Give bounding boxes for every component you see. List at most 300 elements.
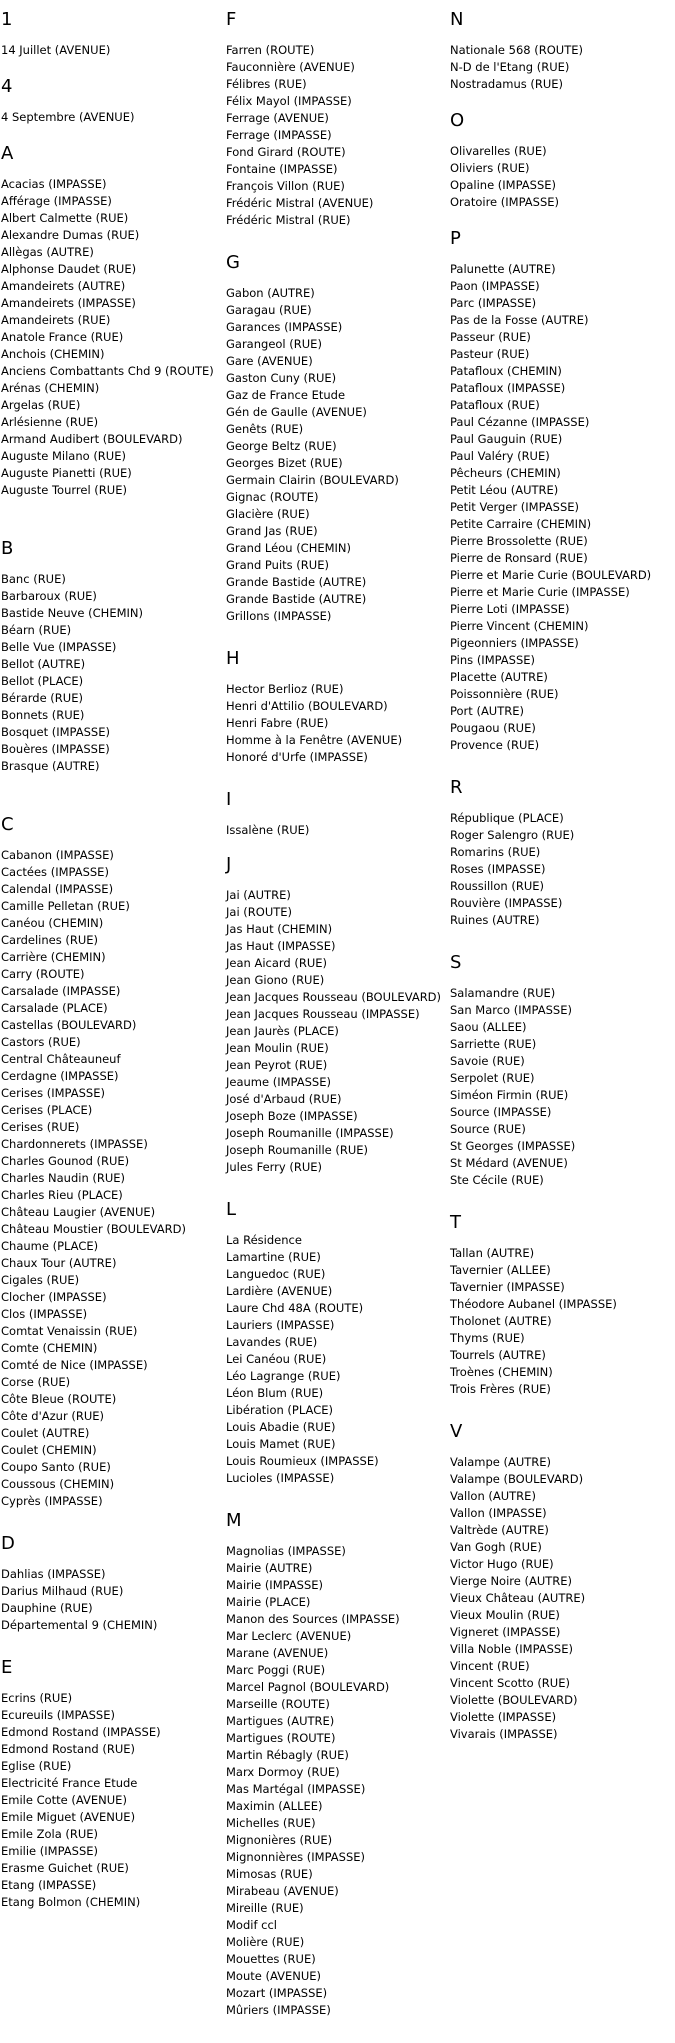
street-entry[interactable]: Germain Clairin (BOULEVARD) [226,473,399,487]
street-entry[interactable]: Coulet (CHEMIN) [1,1443,97,1457]
street-entry[interactable]: Jean Jaurès (PLACE) [226,1024,339,1038]
street-entry[interactable]: Cerises (RUE) [1,1120,80,1134]
street-entry[interactable]: Manon des Sources (IMPASSE) [226,1612,400,1626]
street-entry[interactable]: Pins (IMPASSE) [450,653,536,667]
section-M [225,1511,445,2019]
street-entry[interactable]: Arlésienne (RUE) [1,415,99,429]
street-entry[interactable]: Alexandre Dumas (RUE) [1,228,140,242]
street-entry[interactable]: Gabon (AUTRE) [226,286,315,300]
street-entry[interactable]: Emilie (IMPASSE) [1,1844,99,1858]
section-O [449,111,669,211]
street-entry[interactable]: Van Gogh (RUE) [450,1540,542,1554]
street-entry[interactable]: Calendal (IMPASSE) [1,882,114,896]
section-heading: F [226,9,237,30]
street-entry[interactable]: Canéou (CHEMIN) [1,916,104,930]
street-entry[interactable]: Hector Berlioz (RUE) [226,682,344,696]
street-entry[interactable]: Côte Bleue (ROUTE) [1,1392,117,1406]
street-entry[interactable]: Carsalade (IMPASSE) [1,984,121,998]
street-entry[interactable]: Bonnets (RUE) [1,708,85,722]
street-entry[interactable]: Michelles (RUE) [226,1816,316,1830]
street-entry[interactable]: Ecrins (RUE) [1,1691,73,1705]
section-R [449,778,669,929]
section-L [225,1200,445,1487]
section-heading: O [450,110,465,131]
street-entry[interactable]: Pierre et Marie Curie (IMPASSE) [450,585,630,599]
street-entry[interactable]: Barbaroux (RUE) [1,589,97,603]
street-entry[interactable]: Edmond Rostand (IMPASSE) [1,1725,161,1739]
street-entry[interactable]: Passeur (RUE) [450,330,531,344]
street-entry[interactable]: Paul Valéry (RUE) [450,449,550,463]
street-entry[interactable]: Modif ccl [226,1918,277,1932]
street-entry[interactable]: Ferrage (IMPASSE) [226,128,332,142]
street-entry[interactable]: François Villon (RUE) [226,179,345,193]
street-entry[interactable]: Molière (RUE) [226,1935,305,1949]
street-entry[interactable]: Louis Roumieux (IMPASSE) [226,1454,379,1468]
street-entry[interactable]: Eglise (RUE) [1,1759,72,1773]
street-entry[interactable]: Mar Leclerc (AVENUE) [226,1629,352,1643]
street-entry[interactable]: N-D de l'Etang (RUE) [450,60,570,74]
street-entry[interactable]: Jean Aicard (RUE) [226,956,328,970]
street-entry[interactable]: Troènes (CHEMIN) [450,1365,553,1379]
section-heading: J [226,854,232,875]
street-entry[interactable]: Roger Salengro (RUE) [450,828,575,842]
street-entry[interactable]: Joseph Boze (IMPASSE) [226,1109,358,1123]
street-entry[interactable]: 4 Septembre (AVENUE) [1,110,135,124]
street-entry[interactable]: Anchois (CHEMIN) [1,347,105,361]
street-entry[interactable]: Mimosas (RUE) [226,1867,313,1881]
street-entry[interactable]: José d'Arbaud (RUE) [226,1092,342,1106]
street-entry[interactable]: Vierge Noire (AUTRE) [450,1574,573,1588]
street-entry[interactable]: Ruines (AUTRE) [450,913,540,927]
street-entry[interactable]: Marcel Pagnol (BOULEVARD) [226,1680,390,1694]
street-entry[interactable]: Garangeol (RUE) [226,337,322,351]
street-entry[interactable]: Emile Miguet (AVENUE) [1,1810,136,1824]
street-entry[interactable]: Bellot (PLACE) [1,674,84,688]
street-entry[interactable]: Jean Moulin (RUE) [226,1041,329,1055]
section-heading: N [450,9,464,30]
street-entry[interactable]: Jean Jacques Rousseau (IMPASSE) [226,1007,420,1021]
street-entry[interactable]: Fond Girard (ROUTE) [226,145,346,159]
street-entry[interactable]: Pierre et Marie Curie (BOULEVARD) [450,568,652,582]
street-entry[interactable]: Erasme Guichet (RUE) [1,1861,129,1875]
street-entry[interactable]: Georges Bizet (RUE) [226,456,343,470]
street-entry[interactable]: Palunette (AUTRE) [450,262,556,276]
street-entry[interactable]: Grillons (IMPASSE) [226,609,332,623]
street-entry[interactable]: Saou (ALLEE) [450,1020,527,1034]
street-entry[interactable]: Cardelines (RUE) [1,933,99,947]
street-entry[interactable]: Pougaou (RUE) [450,721,536,735]
street-entry[interactable]: Dahlias (IMPASSE) [1,1567,106,1581]
street-entry[interactable]: Léo Lagrange (RUE) [226,1369,341,1383]
street-entry[interactable]: Provence (RUE) [450,738,540,752]
street-entry[interactable]: Bastide Neuve (CHEMIN) [1,606,143,620]
street-entry[interactable]: Gaz de France Etude [226,388,346,402]
street-entry[interactable]: Vieux Moulin (RUE) [450,1608,560,1622]
street-entry[interactable]: Etang (IMPASSE) [1,1878,97,1892]
street-entry[interactable]: Coulet (AUTRE) [1,1426,90,1440]
street-entry[interactable]: Gignac (ROUTE) [226,490,319,504]
street-entry[interactable]: Bérarde (RUE) [1,691,83,705]
street-entry[interactable]: Trois Frères (RUE) [450,1382,551,1396]
street-entry[interactable]: Marseille (ROUTE) [226,1697,330,1711]
street-entry[interactable]: Mouettes (RUE) [226,1952,316,1966]
street-entry[interactable]: Genêts (RUE) [226,422,304,436]
street-entry[interactable]: Bosquet (IMPASSE) [1,725,110,739]
section-P [449,229,669,754]
street-entry[interactable]: Jas Haut (CHEMIN) [226,922,333,936]
street-entry[interactable]: Félibres (RUE) [226,77,307,91]
street-entry[interactable]: Mairie (IMPASSE) [226,1578,324,1592]
street-entry[interactable]: Auguste Pianetti (RUE) [1,466,132,480]
street-entry[interactable]: Lauriers (IMPASSE) [226,1318,335,1332]
street-entry[interactable]: Comté de Nice (IMPASSE) [1,1358,148,1372]
street-entry[interactable]: Valampe (AUTRE) [450,1455,552,1469]
street-entry[interactable]: Vallon (IMPASSE) [450,1506,547,1520]
section-4 [0,77,220,126]
street-entry[interactable]: Maximin (ALLEE) [226,1799,323,1813]
street-entry[interactable]: Fontaine (IMPASSE) [226,162,338,176]
street-entry[interactable]: Vincent (RUE) [450,1659,530,1673]
street-entry[interactable]: Joseph Roumanille (IMPASSE) [226,1126,394,1140]
street-entry[interactable]: Jai (AUTRE) [226,888,291,902]
street-entry[interactable]: Alphonse Daudet (RUE) [1,262,137,276]
street-entry[interactable]: Amandeirets (IMPASSE) [1,296,136,310]
section-H [225,649,445,766]
street-entry[interactable]: Allègas (AUTRE) [1,245,94,259]
street-entry[interactable]: Libération (PLACE) [226,1403,333,1417]
street-entry[interactable]: Lardière (AVENUE) [226,1284,333,1298]
street-entry[interactable]: Tourrels (AUTRE) [450,1348,546,1362]
street-entry[interactable]: Vieux Château (AUTRE) [450,1591,586,1605]
street-entry[interactable]: Jules Ferry (RUE) [226,1160,323,1174]
street-entry[interactable]: Petit Verger (IMPASSE) [450,500,580,514]
section-D [0,1534,220,1634]
street-entry[interactable]: Félix Mayol (IMPASSE) [226,94,352,108]
street-entry[interactable]: Carsalade (PLACE) [1,1001,108,1015]
street-entry[interactable]: Oliviers (RUE) [450,161,530,175]
street-entry[interactable]: Charles Gounod (RUE) [1,1154,130,1168]
column-2 [225,0,445,2019]
column-1 [0,0,220,1911]
street-entry[interactable]: Léon Blum (RUE) [226,1386,324,1400]
street-entry[interactable]: Parc (IMPASSE) [450,296,537,310]
street-entry[interactable]: Comte (CHEMIN) [1,1341,98,1355]
street-entry[interactable]: Louis Abadie (RUE) [226,1420,336,1434]
street-entry[interactable]: Issalène (RUE) [226,823,310,837]
street-entry[interactable]: Mairie (PLACE) [226,1595,311,1609]
street-entry[interactable]: Cerdagne (IMPASSE) [1,1069,119,1083]
section-A [0,144,220,499]
street-entry[interactable]: Port (AUTRE) [450,704,524,718]
street-entry[interactable]: Charles Naudin (RUE) [1,1171,126,1185]
street-entry[interactable]: Garances (IMPASSE) [226,320,343,334]
street-entry[interactable]: Siméon Firmin (RUE) [450,1088,569,1102]
street-entry[interactable]: Romarins (RUE) [450,845,541,859]
street-entry[interactable]: Edmond Rostand (RUE) [1,1742,135,1756]
street-entry[interactable]: Jean Giono (RUE) [226,973,325,987]
street-entry[interactable]: San Marco (IMPASSE) [450,1003,572,1017]
street-entry[interactable]: Marane (AVENUE) [226,1646,329,1660]
street-entry[interactable]: Victor Hugo (RUE) [450,1557,554,1571]
street-entry[interactable]: Armand Audibert (BOULEVARD) [1,432,183,446]
section-heading: A [1,143,14,164]
street-entry[interactable]: Opaline (IMPASSE) [450,178,557,192]
street-entry[interactable]: Chaux Tour (AUTRE) [1,1256,117,1270]
street-entry[interactable]: Pasteur (RUE) [450,347,530,361]
street-entry[interactable]: Grande Bastide (AUTRE) [226,575,367,589]
street-entry[interactable]: Cerises (PLACE) [1,1103,93,1117]
street-entry[interactable]: Moute (AVENUE) [226,1969,322,1983]
street-entry[interactable]: Ferrage (AVENUE) [226,111,329,125]
street-entry[interactable]: Martigues (ROUTE) [226,1731,336,1745]
street-entry[interactable]: Bouères (IMPASSE) [1,742,110,756]
street-entry[interactable]: Sarriette (RUE) [450,1037,537,1051]
section-heading: I [226,789,232,810]
street-entry[interactable]: Pêcheurs (CHEMIN) [450,466,561,480]
street-entry[interactable]: Anatole France (RUE) [1,330,124,344]
street-entry[interactable]: Etang Bolmon (CHEMIN) [1,1895,141,1909]
street-entry[interactable]: Mozart (IMPASSE) [226,1986,328,2000]
street-entry[interactable]: Tavernier (IMPASSE) [450,1280,565,1294]
street-entry[interactable]: Castors (RUE) [1,1035,81,1049]
section-heading: P [450,228,461,249]
street-entry[interactable]: Chaume (PLACE) [1,1239,99,1253]
street-entry[interactable]: Serpolet (RUE) [450,1071,535,1085]
street-entry[interactable]: Jean Peyrot (RUE) [226,1058,328,1072]
street-entry[interactable]: Albert Calmette (RUE) [1,211,129,225]
street-entry[interactable]: Clos (IMPASSE) [1,1307,88,1321]
street-entry[interactable]: Tavernier (ALLEE) [450,1263,551,1277]
street-entry[interactable]: Electricité France Etude [1,1776,138,1790]
street-entry[interactable]: Amandeirets (AUTRE) [1,279,126,293]
section-T [449,1213,669,1398]
street-entry[interactable]: Clocher (IMPASSE) [1,1290,107,1304]
street-entry[interactable]: Valampe (BOULEVARD) [450,1472,584,1486]
section-1 [0,10,220,59]
street-entry[interactable]: Chardonnerets (IMPASSE) [1,1137,148,1151]
street-entry[interactable]: Cyprès (IMPASSE) [1,1494,103,1508]
street-entry[interactable]: Vivarais (IMPASSE) [450,1727,558,1741]
street-entry[interactable]: Paon (IMPASSE) [450,279,540,293]
street-entry[interactable]: Ste Cécile (RUE) [450,1173,544,1187]
street-entry[interactable]: Dauphine (RUE) [1,1601,93,1615]
street-entry[interactable]: Lei Canéou (RUE) [226,1352,327,1366]
street-entry[interactable]: Grand Puits (RUE) [226,558,329,572]
section-J [225,855,445,1176]
street-entry[interactable]: Jean Jacques Rousseau (BOULEVARD) [226,990,442,1004]
street-entry[interactable]: Louis Mamet (RUE) [226,1437,336,1451]
street-entry[interactable]: Mûriers (IMPASSE) [226,2003,331,2017]
street-entry[interactable]: Jeaume (IMPASSE) [226,1075,331,1089]
street-entry[interactable]: Banc (RUE) [1,572,66,586]
street-entry[interactable]: Castellas (BOULEVARD) [1,1018,137,1032]
street-entry[interactable]: St Médard (AVENUE) [450,1156,568,1170]
street-entry[interactable]: Théodore Aubanel (IMPASSE) [450,1297,617,1311]
street-entry[interactable]: Poissonnière (RUE) [450,687,559,701]
street-entry[interactable]: Emile Zola (RUE) [1,1827,99,1841]
street-entry[interactable]: Oratoire (IMPASSE) [450,195,559,209]
street-entry[interactable]: Nationale 568 (ROUTE) [450,43,583,57]
street-entry[interactable]: Source (IMPASSE) [450,1105,552,1119]
street-entry[interactable]: Violette (BOULEVARD) [450,1693,578,1707]
street-entry[interactable]: Auguste Tourrel (RUE) [1,483,127,497]
street-entry[interactable]: Joseph Roumanille (RUE) [226,1143,369,1157]
section-heading: 1 [1,9,13,30]
street-entry[interactable]: Argelas (RUE) [1,398,81,412]
street-entry[interactable]: Amandeirets (RUE) [1,313,111,327]
street-entry[interactable]: Languedoc (RUE) [226,1267,326,1281]
street-entry[interactable]: Cactées (IMPASSE) [1,865,109,879]
street-entry[interactable]: Mireille (RUE) [226,1901,304,1915]
street-entry[interactable]: Magnolias (IMPASSE) [226,1544,346,1558]
street-entry[interactable]: Frédéric Mistral (AVENUE) [226,196,374,210]
street-entry[interactable]: Jai (ROUTE) [226,905,293,919]
street-entry[interactable]: Jas Haut (IMPASSE) [226,939,336,953]
street-entry[interactable]: Darius Milhaud (RUE) [1,1584,124,1598]
street-entry[interactable]: Henri Fabre (RUE) [226,716,329,730]
street-entry[interactable]: Brasque (AUTRE) [1,759,100,773]
street-entry[interactable]: Marx Dormoy (RUE) [226,1765,340,1779]
street-entry[interactable]: Paul Cézanne (IMPASSE) [450,415,590,429]
street-entry[interactable]: Mirabeau (AVENUE) [226,1884,339,1898]
street-entry[interactable]: 14 Juillet (AVENUE) [1,43,111,57]
street-entry[interactable]: Béarn (RUE) [1,623,72,637]
street-entry[interactable]: Vallon (AUTRE) [450,1489,536,1503]
street-entry[interactable]: République (PLACE) [450,811,564,825]
street-entry[interactable]: Laure Chd 48A (ROUTE) [226,1301,364,1315]
street-entry[interactable]: Lucioles (IMPASSE) [226,1471,335,1485]
street-entry[interactable]: Pas de la Fosse (AUTRE) [450,313,589,327]
street-entry[interactable]: St Georges (IMPASSE) [450,1139,576,1153]
street-entry[interactable]: Petite Carraire (CHEMIN) [450,517,592,531]
street-entry[interactable]: Pierre Vincent (CHEMIN) [450,619,589,633]
street-entry[interactable]: Mignonières (RUE) [226,1833,333,1847]
street-entry[interactable]: Olivarelles (RUE) [450,144,547,158]
street-entry[interactable]: Gare (AVENUE) [226,354,313,368]
street-entry[interactable]: Martigues (AUTRE) [226,1714,335,1728]
section-I [225,790,445,839]
street-entry[interactable]: Violette (IMPASSE) [450,1710,557,1724]
section-heading: 4 [1,76,13,97]
street-entry[interactable]: Coupo Santo (RUE) [1,1460,111,1474]
street-entry[interactable]: Patafloux (IMPASSE) [450,381,566,395]
section-E [0,1658,220,1911]
street-entry[interactable]: Gaston Cuny (RUE) [226,371,337,385]
street-entry[interactable]: Grande Bastide (AUTRE) [226,592,367,606]
street-entry[interactable]: Afférage (IMPASSE) [1,194,112,208]
street-entry[interactable]: Salamandre (RUE) [450,986,556,1000]
street-entry[interactable]: Petit Léou (AUTRE) [450,483,559,497]
street-entry[interactable]: Placette (AUTRE) [450,670,548,684]
street-entry[interactable]: Honoré d'Urfe (IMPASSE) [226,750,368,764]
street-entry[interactable]: Belle Vue (IMPASSE) [1,640,117,654]
street-entry[interactable]: Homme à la Fenêtre (AVENUE) [226,733,403,747]
street-entry[interactable]: Pierre Brossolette (RUE) [450,534,588,548]
street-entry[interactable]: Corse (RUE) [1,1375,71,1389]
section-heading: L [226,1199,237,1220]
street-entry[interactable]: Roussillon (RUE) [450,879,544,893]
street-entry[interactable]: Patafloux (RUE) [450,398,540,412]
street-entry[interactable]: Thyms (RUE) [450,1331,525,1345]
street-entry[interactable]: Mignonnières (IMPASSE) [226,1850,366,1864]
street-entry[interactable]: Vigneret (IMPASSE) [450,1625,561,1639]
street-entry[interactable]: Patafloux (CHEMIN) [450,364,562,378]
street-entry[interactable]: Paul Gauguin (RUE) [450,432,563,446]
street-entry[interactable]: Tholonet (AUTRE) [450,1314,552,1328]
section-G [225,253,445,625]
street-entry[interactable]: Mairie (AUTRE) [226,1561,313,1575]
street-entry[interactable]: Mas Martégal (IMPASSE) [226,1782,366,1796]
street-entry[interactable]: Départemental 9 (CHEMIN) [1,1618,158,1632]
street-entry[interactable]: George Beltz (RUE) [226,439,337,453]
section-heading: M [226,1510,242,1531]
street-entry[interactable]: Garagau (RUE) [226,303,312,317]
street-entry[interactable]: Vincent Scotto (RUE) [450,1676,570,1690]
section-heading: B [1,538,14,559]
street-entry[interactable]: Bellot (AUTRE) [1,657,86,671]
street-entry[interactable]: Henri d'Attilio (BOULEVARD) [226,699,388,713]
street-entry[interactable]: Cabanon (IMPASSE) [1,848,114,862]
street-entry[interactable]: Tallan (AUTRE) [450,1246,535,1260]
street-entry[interactable]: Ecureuils (IMPASSE) [1,1708,115,1722]
street-entry[interactable]: Pigeonniers (IMPASSE) [450,636,579,650]
street-entry[interactable]: Château Moustier (BOULEVARD) [1,1222,186,1236]
street-entry[interactable]: Cerises (IMPASSE) [1,1086,105,1100]
street-entry[interactable]: Martin Rébagly (RUE) [226,1748,349,1762]
section-C [0,815,220,1510]
street-entry[interactable]: Villa Noble (IMPASSE) [450,1642,573,1656]
street-entry[interactable]: Cigales (RUE) [1,1273,80,1287]
street-entry[interactable]: Valtrède (AUTRE) [450,1523,549,1537]
street-entry[interactable]: Arénas (CHEMIN) [1,381,100,395]
street-entry[interactable]: Farren (ROUTE) [226,43,315,57]
street-entry[interactable]: Gén de Gaulle (AVENUE) [226,405,367,419]
street-entry[interactable]: Central Châteauneuf [1,1052,121,1066]
street-entry[interactable]: Roses (IMPASSE) [450,862,546,876]
street-entry[interactable]: Emile Cotte (AVENUE) [1,1793,127,1807]
street-entry[interactable]: Grand Jas (RUE) [226,524,318,538]
section-N [449,10,669,93]
street-entry[interactable]: Glacière (RUE) [226,507,310,521]
street-entry[interactable]: Savoie (RUE) [450,1054,525,1068]
street-entry[interactable]: Grand Léou (CHEMIN) [226,541,352,555]
street-entry[interactable]: Château Laugier (AVENUE) [1,1205,156,1219]
street-entry[interactable]: Marc Poggi (RUE) [226,1663,326,1677]
street-entry[interactable]: Rouvière (IMPASSE) [450,896,563,910]
street-entry[interactable]: Frédéric Mistral (RUE) [226,213,351,227]
street-entry[interactable]: Lamartine (RUE) [226,1250,321,1264]
street-entry[interactable]: Anciens Combattants Chd 9 (ROUTE) [1,364,214,378]
street-entry[interactable]: Coussous (CHEMIN) [1,1477,115,1491]
street-entry[interactable]: Camille Pelletan (RUE) [1,899,130,913]
section-heading: V [450,1421,463,1442]
street-entry[interactable]: Fauconnière (AVENUE) [226,60,355,74]
street-entry[interactable]: Comtat Venaissin (RUE) [1,1324,138,1338]
street-entry[interactable]: Carrière (CHEMIN) [1,950,106,964]
street-entry[interactable]: Charles Rieu (PLACE) [1,1188,123,1202]
street-entry[interactable]: Lavandes (RUE) [226,1335,318,1349]
street-entry[interactable]: Pierre de Ronsard (RUE) [450,551,588,565]
street-entry[interactable]: Source (RUE) [450,1122,526,1136]
street-entry[interactable]: Carry (ROUTE) [1,967,85,981]
street-entry[interactable]: Acacias (IMPASSE) [1,177,107,191]
street-entry[interactable]: Pierre Loti (IMPASSE) [450,602,570,616]
street-entry[interactable]: Côte d'Azur (RUE) [1,1409,104,1423]
street-entry[interactable]: La Résidence [226,1233,302,1247]
street-entry[interactable]: Nostradamus (RUE) [450,77,564,91]
street-entry[interactable]: Auguste Milano (RUE) [1,449,126,463]
section-heading: R [450,777,463,798]
